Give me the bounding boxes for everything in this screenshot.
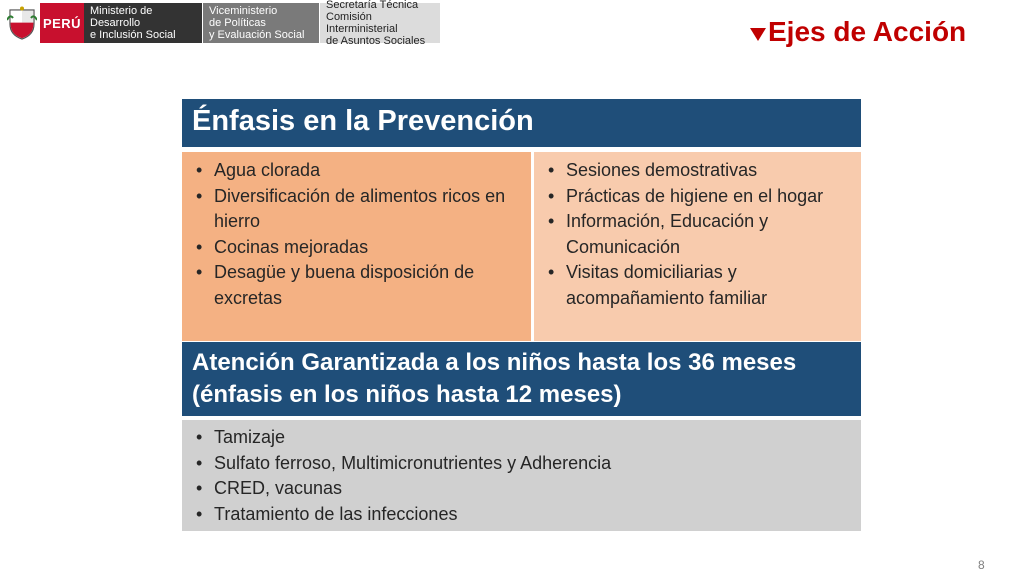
guaranteed-care-box xyxy=(182,420,861,531)
secretariat-line-3: de Asuntos Sociales xyxy=(326,35,426,47)
guaranteed-care-heading-line-1: Atención Garantizada a los niños hasta los 36 meses xyxy=(192,349,797,376)
guaranteed-care-heading-line-2: (énfasis en los niños hasta 12 meses) xyxy=(192,381,622,408)
secretariat-line-1: Secretaría Técnica xyxy=(326,0,419,11)
ministry-name xyxy=(84,3,202,43)
secretariat-name xyxy=(320,0,440,47)
ministry-line-1: Ministerio de Desarrollo xyxy=(90,5,153,29)
list-item: • Diversificación de alimentos ricos en hierro xyxy=(192,184,523,235)
guaranteed-care-heading xyxy=(182,342,861,418)
slide-title xyxy=(750,16,966,48)
prevention-left-list xyxy=(192,158,523,312)
slide-title-text: Ejes de Acción xyxy=(768,16,967,47)
page-number: 8 xyxy=(978,558,985,572)
list-item: • Desagüe y buena disposición de excretas xyxy=(192,260,523,311)
prevention-right-list xyxy=(544,158,855,312)
list-item: • Visitas domiciliarias y acompañamiento familiar xyxy=(544,260,855,311)
prevention-heading: Énfasis en la Prevención xyxy=(182,99,861,149)
list-item: • Cocinas mejoradas xyxy=(192,235,523,261)
list-item: • Tamizaje xyxy=(192,425,861,451)
peru-label: PERÚ xyxy=(40,3,84,43)
ministry-line-2: e Inclusión Social xyxy=(90,29,176,41)
list-item: • Agua clorada xyxy=(192,158,523,184)
list-item: • Prácticas de higiene en el hogar xyxy=(544,184,855,210)
viceministry-line-1: Viceministerio xyxy=(209,5,278,17)
prevention-left-box xyxy=(182,152,531,341)
viceministry-line-3: y Evaluación Social xyxy=(209,29,305,41)
viceministry-name xyxy=(203,3,319,43)
triangle-down-icon xyxy=(750,28,766,41)
list-item: • Sulfato ferroso, Multimicronutrientes y Adherencia xyxy=(192,451,861,477)
list-item: • Sesiones demostrativas xyxy=(544,158,855,184)
viceministry-line-2: de Políticas xyxy=(209,17,266,29)
list-item: • CRED, vacunas xyxy=(192,476,861,502)
guaranteed-care-list xyxy=(192,425,861,527)
list-item: • Tratamiento de las infecciones xyxy=(192,502,861,528)
prevention-right-box xyxy=(534,152,861,341)
list-item: • Información, Educación y Comunicación xyxy=(544,209,855,260)
coat-of-arms-icon xyxy=(4,3,40,43)
secretariat-line-2: Comisión Interministerial xyxy=(326,11,398,35)
government-logo-bar xyxy=(4,0,440,47)
